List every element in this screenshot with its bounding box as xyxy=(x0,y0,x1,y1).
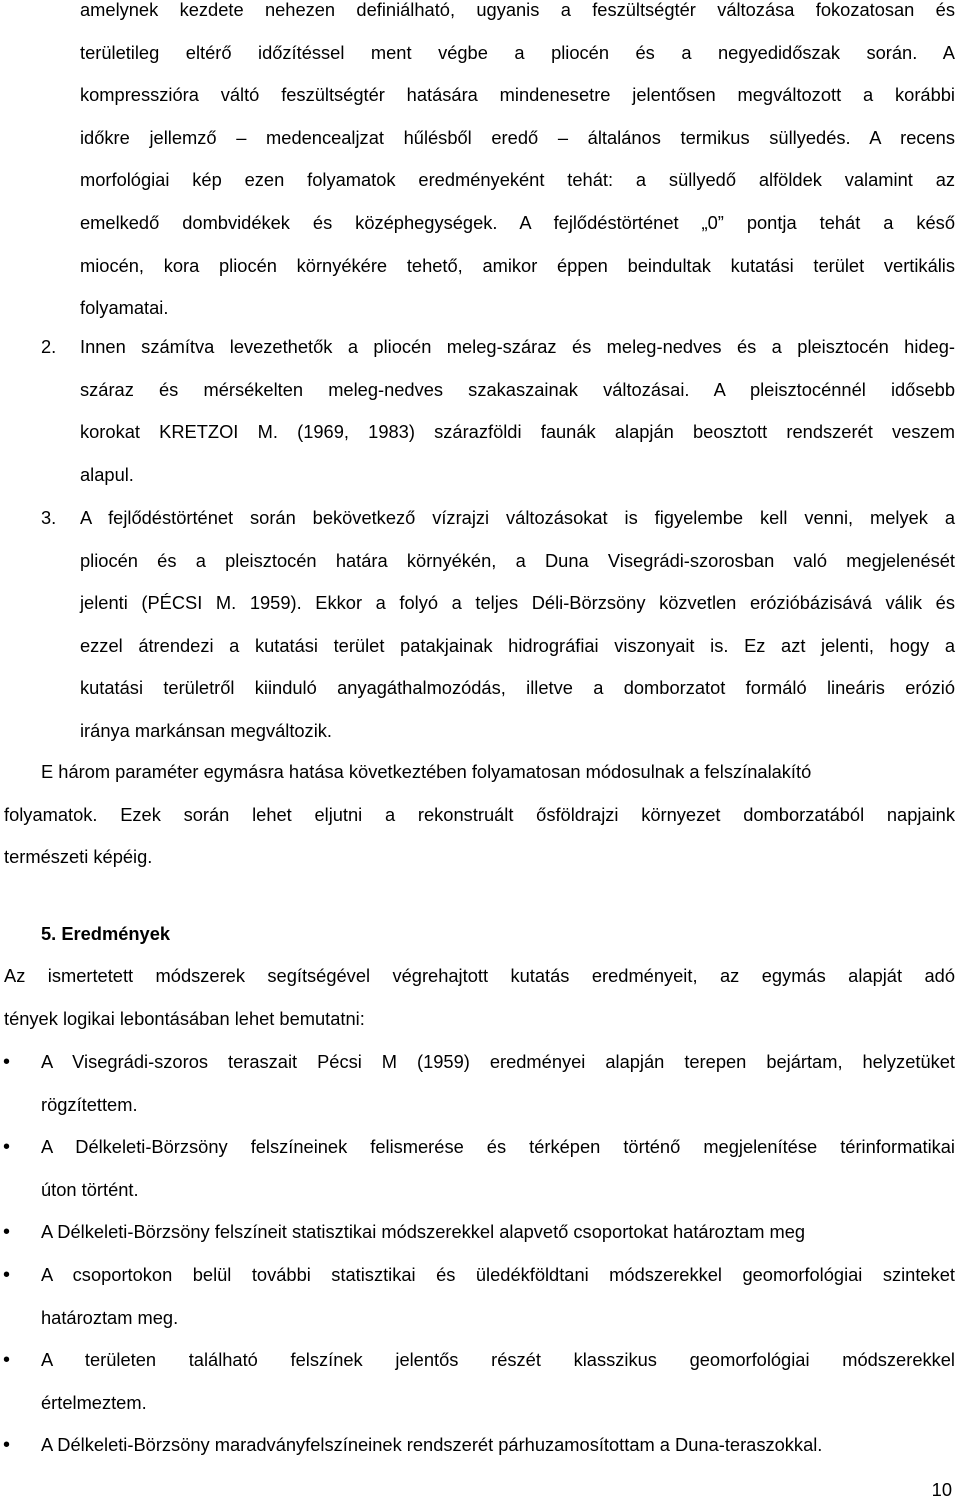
section-heading: 5. Eredmények xyxy=(41,923,171,944)
text-line: emelkedő dombvidékek és középhegységek. A fejlődéstörténet „0” pontja tehát a késő xyxy=(80,211,955,233)
text-line: E három paraméter egymásra hatása következtében folyamatosan módosulnak a felszínalakító xyxy=(41,761,812,782)
text-line: A Délkeleti-Börzsöny felszíneit statisztikai módszerekkel alapvető csoportokat határoztam meg xyxy=(41,1221,806,1243)
bullet-icon: • xyxy=(3,1349,11,1372)
text-line: pliocén és a pleisztocén határa környékén, a Duna Visegrádi-szorosban való megjelenését xyxy=(80,549,955,571)
text-line: folyamatok. Ezek során lehet eljutni a rekonstruált ősföldrajzi környezet domborzatából napjaink xyxy=(4,803,955,825)
text-line: rögzítettem. xyxy=(41,1093,138,1115)
bullet-icon: • xyxy=(3,1136,11,1159)
list-item xyxy=(0,1211,960,1254)
bullet-icon: • xyxy=(3,1221,11,1244)
results-bullet-list xyxy=(0,1041,960,1467)
text-line: Innen számítva levezethetők a pliocén meleg-száraz és meleg-nedves és a pleisztocén hideg- xyxy=(80,336,955,357)
list-item xyxy=(0,1424,960,1467)
text-line: határoztam meg. xyxy=(41,1306,179,1328)
text-line: ezzel átrendezi a kutatási terület patakjainak hidrográfiai viszonyait is. Ez azt jelenti, hogy a xyxy=(80,634,955,656)
text-line: tények logikai lebontásában lehet bemutatni: xyxy=(4,1007,365,1029)
text-line: úton történt. xyxy=(41,1178,139,1200)
list-item xyxy=(0,1254,960,1339)
text-line: Az ismertetett módszerek segítségével végrehajtott kutatás eredményeit, az egymás alapját adó xyxy=(4,965,955,986)
text-line: folyamatai. xyxy=(80,297,169,319)
bullet-icon: • xyxy=(3,1434,11,1457)
text-line: A Délkeleti-Börzsöny maradványfelszíneinek rendszerét párhuzamosítottam a Duna-teraszokkal. xyxy=(41,1434,823,1456)
list-item xyxy=(0,1041,960,1126)
text-line: iránya markánsan megváltozik. xyxy=(80,719,332,741)
item-number: 3. xyxy=(41,507,57,528)
bullet-icon: • xyxy=(3,1263,11,1286)
text-line: természeti képéig. xyxy=(4,846,153,868)
results-intro-paragraph xyxy=(4,955,955,1040)
text-line: kompresszióra váltó feszültségtér hatására mindenesetre jelentősen megváltozott a korábbi xyxy=(80,84,955,106)
numbered-item-2 xyxy=(0,326,960,496)
numbered-item-3 xyxy=(0,497,960,753)
item-number: 2. xyxy=(41,336,57,357)
text-line: A Visegrádi-szoros teraszait Pécsi M (1959) eredményei alapján terepen bejártam, helyzetüket xyxy=(41,1051,955,1072)
text-line: amelynek kezdete nehezen definiálható, ugyanis a feszültségtér változása fokozatosan és xyxy=(80,0,955,20)
text-line: A csoportokon belül további statisztikai és üledékföldtani módszerekkel geomorfológiai szinteket xyxy=(41,1263,955,1285)
text-line: A területen található felszínek jelentős részét klasszikus geomorfológiai módszerekkel xyxy=(41,1349,955,1371)
text-line: korokat KRETZOI M. (1969, 1983) szárazföldi faunák alapján beosztott rendszerét veszem xyxy=(80,421,955,443)
text-line: miocén, kora pliocén környékére tehető, amikor éppen beindultak kutatási terület vertikális xyxy=(80,254,955,276)
list-item xyxy=(0,1339,960,1424)
text-line: alapul. xyxy=(80,463,134,485)
text-line: morfológiai kép ezen folyamatok eredményeként tehát: a süllyedő alföldek valamint az xyxy=(80,169,955,191)
text-line: A fejlődéstörténet során bekövetkező vízrajzi változásokat is figyelembe kell venni, melyek a xyxy=(80,507,955,528)
text-line: területileg eltérő időzítéssel ment végbe a pliocén és a negyedidőszak során. A xyxy=(80,41,955,63)
intro-paragraph xyxy=(0,0,960,330)
page-number: 10 xyxy=(931,1479,952,1500)
text-line: jelenti (PÉCSI M. 1959). Ekkor a folyó a teljes Déli-Börzsöny közvetlen erózióbázisává válik és xyxy=(80,592,955,614)
text-line: kutatási területről kiinduló anyagáthalmozódás, illetve a domborzatot formáló lineáris erózió xyxy=(80,677,955,699)
list-item xyxy=(0,1126,960,1211)
text-line: A Délkeleti-Börzsöny felszíneinek felismerése és térképen történő megjelenítése térinformatikai xyxy=(41,1136,955,1158)
text-line: száraz és mérsékelten meleg-nedves szakaszainak változásai. A pleisztocénnél idősebb xyxy=(80,378,955,400)
text-line: időkre jellemző – medencealjzat hűlésből eredő – általános termikus süllyedés. A recens xyxy=(80,126,955,148)
bullet-icon: • xyxy=(3,1051,11,1073)
text-line: értelmeztem. xyxy=(41,1391,147,1413)
summary-paragraph xyxy=(4,751,955,879)
